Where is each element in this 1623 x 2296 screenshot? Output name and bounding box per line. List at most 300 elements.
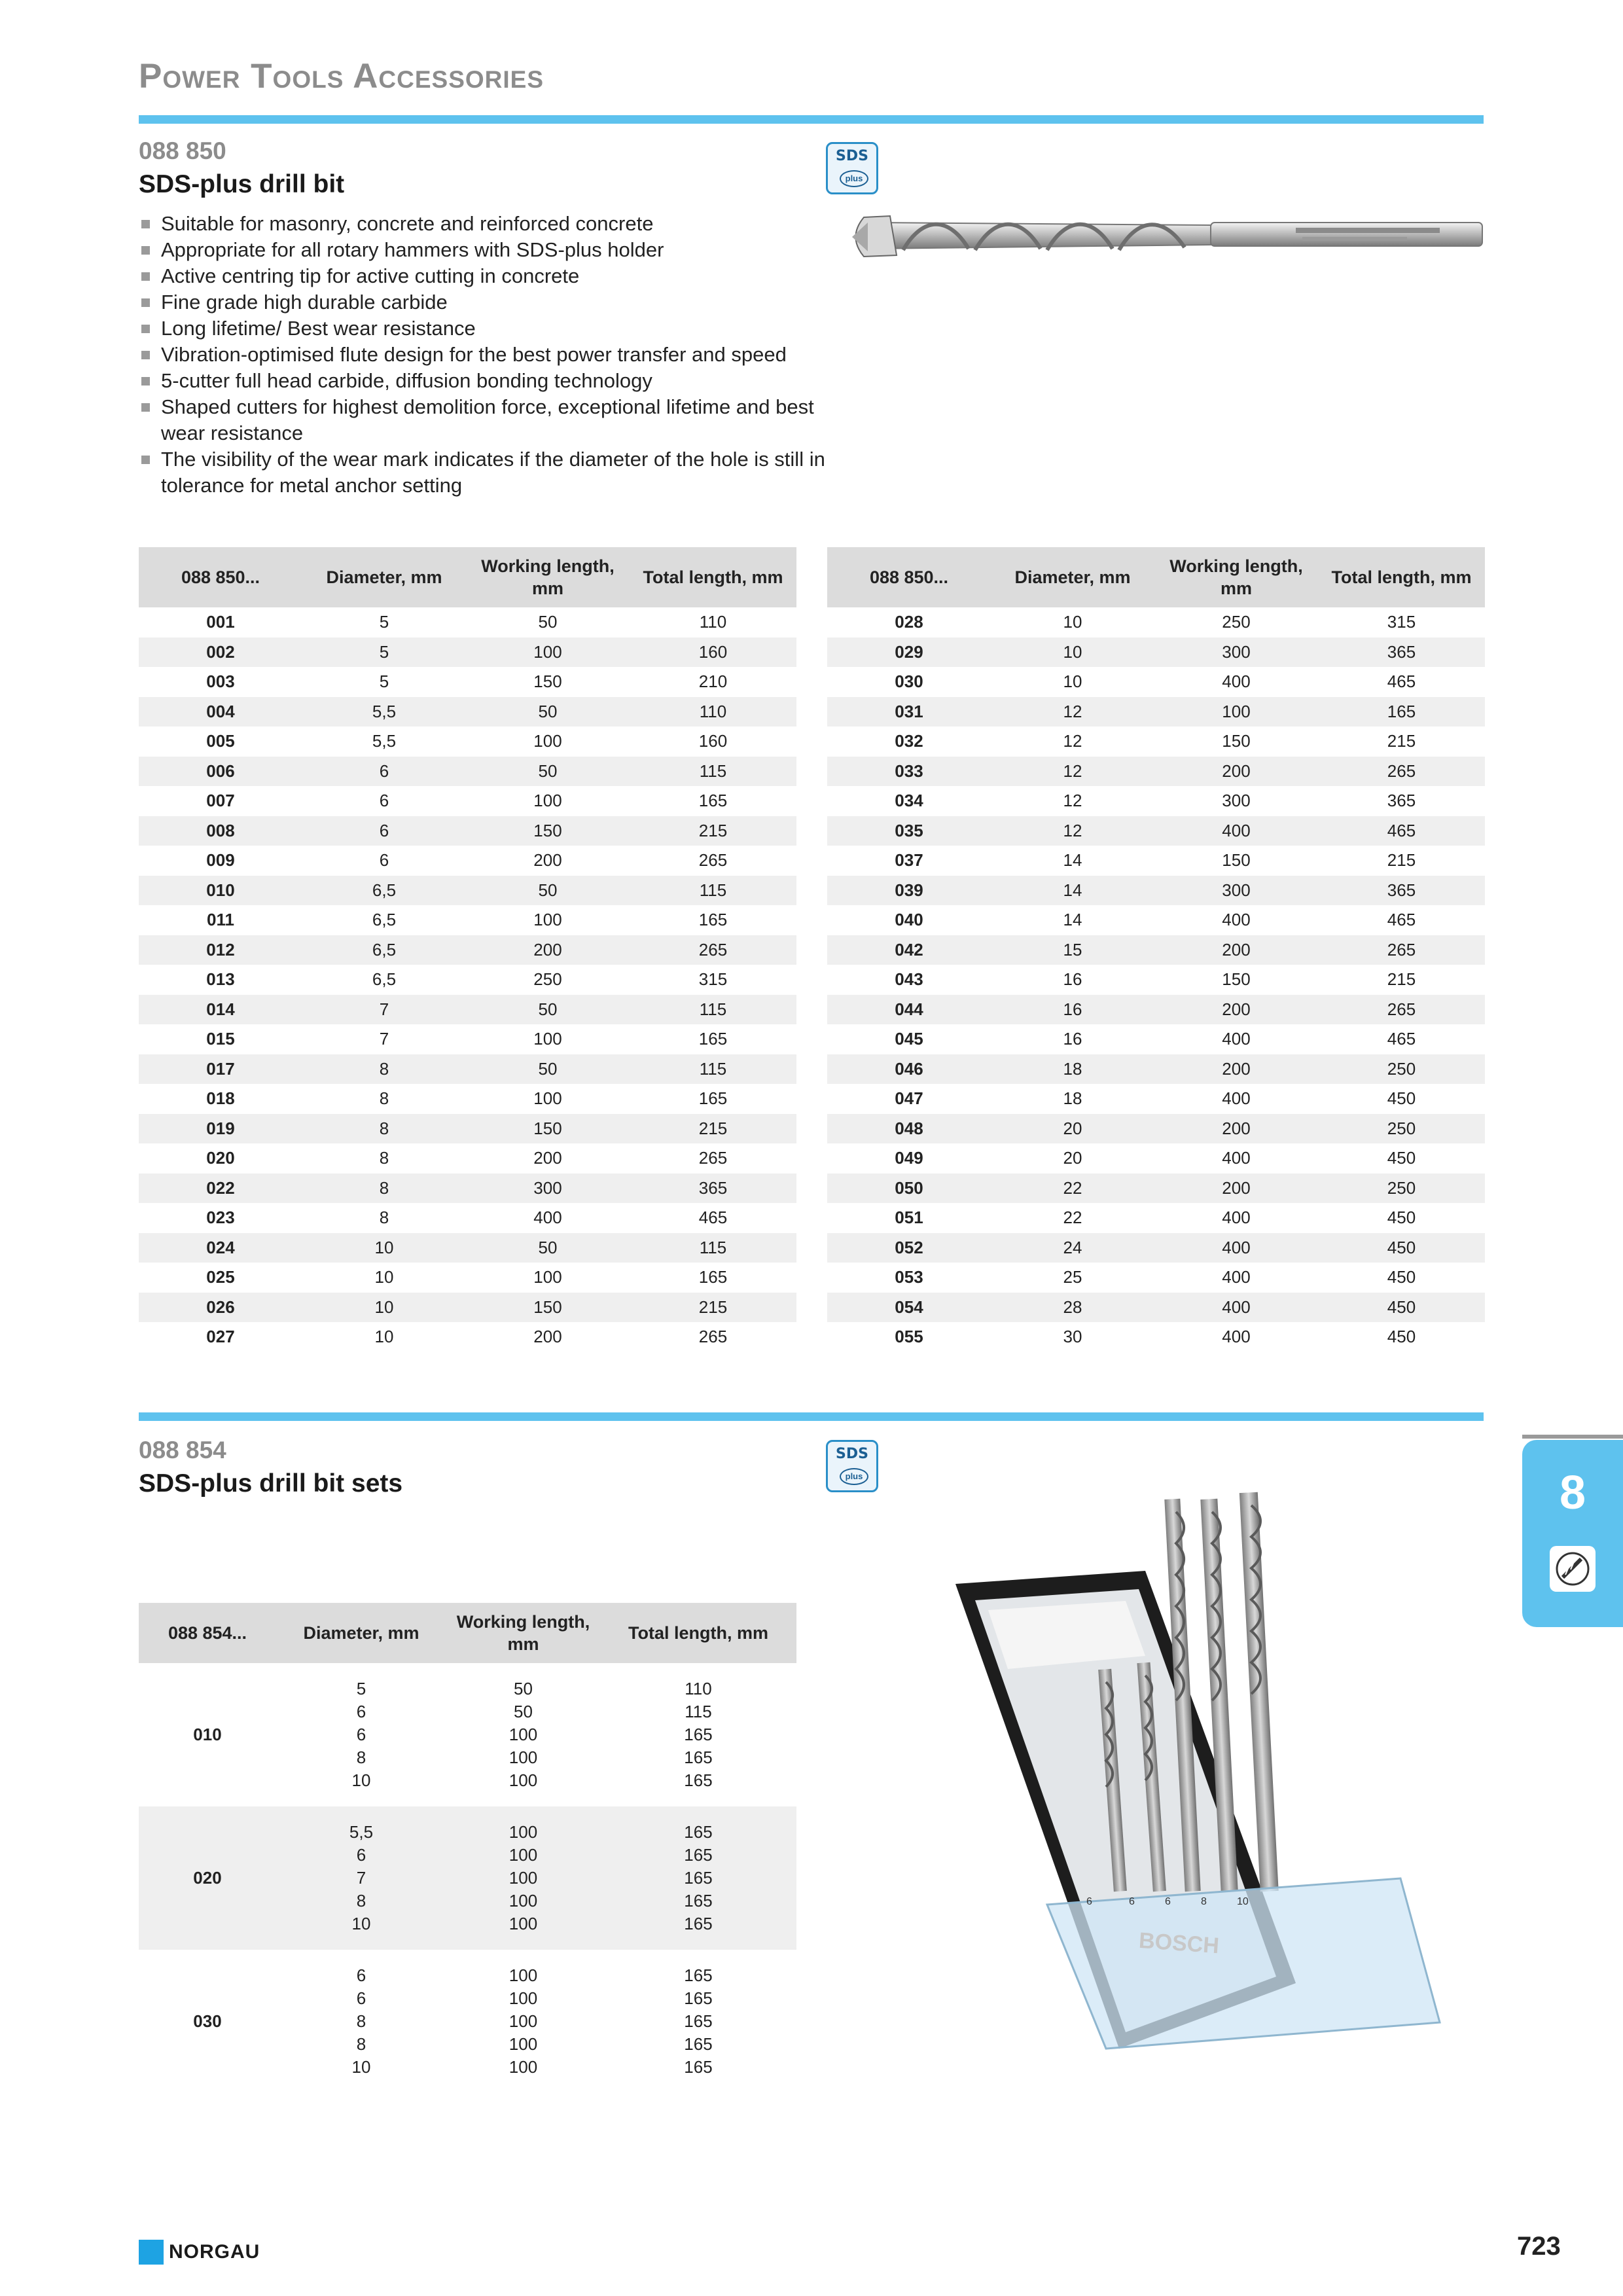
table-row bbox=[139, 1203, 796, 1233]
working-length-value: 400 bbox=[1222, 1208, 1251, 1228]
item-code: 039 bbox=[827, 876, 991, 906]
table-row bbox=[139, 1322, 796, 1352]
table-row bbox=[827, 697, 1485, 727]
section2-title: SDS-plus drill bit sets bbox=[139, 1469, 403, 1498]
item-code: 030 bbox=[895, 672, 923, 692]
table-row bbox=[139, 905, 796, 935]
diameter-value: 6,5 bbox=[302, 876, 466, 906]
table-row bbox=[827, 1114, 1485, 1144]
diameter-value: 22 bbox=[1063, 1208, 1082, 1228]
total-length-value: 215 bbox=[630, 1114, 796, 1144]
item-code: 029 bbox=[827, 637, 991, 668]
diameter-value: 10 bbox=[1063, 612, 1082, 632]
table-row bbox=[139, 786, 796, 816]
total-length-value: 165 bbox=[1318, 697, 1485, 727]
badge-subtext: plus bbox=[840, 1468, 868, 1485]
diameter-value: 10 bbox=[302, 1233, 466, 1263]
page-title: Power Tools Accessories bbox=[139, 57, 544, 96]
total-length-value: 265 bbox=[1318, 935, 1485, 965]
total-length-value: 250 bbox=[1318, 1174, 1485, 1204]
item-code: 020 bbox=[206, 1148, 235, 1168]
table-row bbox=[139, 1024, 796, 1054]
set-code: 030 bbox=[193, 2011, 222, 2031]
table-row bbox=[827, 846, 1485, 876]
table-row bbox=[139, 1950, 796, 2093]
set-working-lengths: 50 50 100 100 100 bbox=[508, 1679, 538, 1790]
working-length-value: 300 bbox=[466, 1174, 630, 1204]
chapter-tab-top-rule bbox=[1522, 1435, 1623, 1439]
diameter-value: 18 bbox=[991, 1054, 1154, 1085]
table-row bbox=[827, 816, 1485, 846]
table-row bbox=[827, 757, 1485, 787]
working-length-value: 100 bbox=[533, 910, 562, 930]
table-row bbox=[139, 637, 796, 668]
working-length-value: 400 bbox=[1154, 816, 1318, 846]
working-length-value: 100 bbox=[533, 1029, 562, 1049]
total-length-value: 160 bbox=[698, 731, 728, 751]
item-code: 009 bbox=[206, 850, 235, 870]
table-row bbox=[139, 816, 796, 846]
diameter-value: 10 bbox=[374, 1267, 394, 1287]
table-row bbox=[827, 1174, 1485, 1204]
case-size-label: 6 bbox=[1165, 1896, 1171, 1907]
total-length-value: 450 bbox=[1387, 1208, 1416, 1228]
total-length-value: 450 bbox=[1387, 1267, 1416, 1287]
total-length-value: 265 bbox=[698, 1148, 728, 1168]
case-size-label: 6 bbox=[1086, 1896, 1092, 1907]
total-length-value: 465 bbox=[1387, 672, 1416, 692]
item-code: 044 bbox=[827, 995, 991, 1025]
table-row bbox=[139, 876, 796, 906]
item-code: 046 bbox=[827, 1054, 991, 1085]
working-length-value: 400 bbox=[1222, 672, 1251, 692]
diameter-value: 6 bbox=[302, 816, 466, 846]
working-length-value: 50 bbox=[466, 1233, 630, 1263]
table-row bbox=[139, 935, 796, 965]
item-code: 024 bbox=[139, 1233, 302, 1263]
item-code: 055 bbox=[895, 1327, 923, 1347]
diameter-value: 16 bbox=[1063, 1029, 1082, 1049]
table-row bbox=[139, 1263, 796, 1293]
section-rule bbox=[139, 1412, 1484, 1421]
set-code: 010 bbox=[193, 1725, 222, 1744]
total-length-value: 215 bbox=[1387, 850, 1416, 870]
item-code: 042 bbox=[827, 935, 991, 965]
col-header-total-length: Total length, mm bbox=[630, 547, 796, 607]
working-length-value: 150 bbox=[1222, 969, 1251, 990]
diameter-value: 5 bbox=[302, 637, 466, 668]
diameter-value: 25 bbox=[1063, 1267, 1082, 1287]
case-size-label: 8 bbox=[1201, 1896, 1207, 1907]
working-length-value: 200 bbox=[1154, 935, 1318, 965]
diameter-value: 14 bbox=[1063, 910, 1082, 930]
item-code: 037 bbox=[895, 850, 923, 870]
working-length-value: 200 bbox=[1154, 1114, 1318, 1144]
diameter-value: 8 bbox=[379, 1148, 389, 1168]
table-row bbox=[827, 965, 1485, 995]
total-length-value: 160 bbox=[630, 637, 796, 668]
working-length-value: 200 bbox=[1154, 757, 1318, 787]
working-length-value: 150 bbox=[1222, 731, 1251, 751]
table-row bbox=[139, 1806, 796, 1950]
working-length-value: 150 bbox=[1222, 850, 1251, 870]
item-code: 047 bbox=[895, 1088, 923, 1109]
total-length-value: 315 bbox=[698, 969, 728, 990]
diameter-value: 6,5 bbox=[372, 969, 397, 990]
set-working-lengths: 100 100 100 100 100 bbox=[446, 1806, 600, 1950]
working-length-value: 50 bbox=[538, 612, 558, 632]
item-code: 034 bbox=[895, 791, 923, 811]
feature-item: Vibration-optimised flute design for the best power transfer and speed bbox=[139, 342, 832, 368]
working-length-value: 150 bbox=[466, 816, 630, 846]
table-row bbox=[139, 1143, 796, 1174]
item-code: 048 bbox=[827, 1114, 991, 1144]
case-size-label: 6 bbox=[1129, 1896, 1135, 1907]
working-length-value: 400 bbox=[1222, 1327, 1251, 1347]
diameter-value: 12 bbox=[991, 816, 1154, 846]
col-header-diameter: Diameter, mm bbox=[276, 1603, 446, 1663]
item-code: 004 bbox=[139, 697, 302, 727]
total-length-value: 115 bbox=[630, 876, 796, 906]
item-code: 015 bbox=[206, 1029, 235, 1049]
item-code: 050 bbox=[827, 1174, 991, 1204]
item-code: 053 bbox=[895, 1267, 923, 1287]
table-row bbox=[139, 1114, 796, 1144]
diameter-value: 20 bbox=[991, 1114, 1154, 1144]
diameter-value: 5 bbox=[379, 612, 389, 632]
working-length-value: 400 bbox=[1222, 1148, 1251, 1168]
total-length-value: 465 bbox=[698, 1208, 728, 1228]
working-length-value: 400 bbox=[1222, 1029, 1251, 1049]
case-brand-label: BOSCH bbox=[1137, 1928, 1221, 1959]
drill-bit-set-table bbox=[139, 1603, 796, 2093]
total-length-value: 115 bbox=[630, 1233, 796, 1263]
table-row bbox=[139, 1084, 796, 1114]
working-length-value: 300 bbox=[1222, 791, 1251, 811]
table-row bbox=[827, 935, 1485, 965]
table-row bbox=[139, 607, 796, 637]
diameter-value: 24 bbox=[991, 1233, 1154, 1263]
working-length-value: 400 bbox=[1222, 1088, 1251, 1109]
col-header-code: 088 850... bbox=[139, 547, 302, 607]
item-code: 054 bbox=[827, 1293, 991, 1323]
case-size-label: 10 bbox=[1237, 1896, 1249, 1907]
item-code: 032 bbox=[895, 731, 923, 751]
chapter-number: 8 bbox=[1559, 1467, 1586, 1519]
working-length-value: 50 bbox=[466, 876, 630, 906]
item-code: 040 bbox=[895, 910, 923, 930]
table-row bbox=[827, 1293, 1485, 1323]
diameter-value: 10 bbox=[374, 1327, 394, 1347]
item-code: 011 bbox=[207, 910, 234, 930]
feature-item: Fine grade high durable carbide bbox=[139, 289, 832, 315]
table-row bbox=[827, 1233, 1485, 1263]
table-row bbox=[827, 786, 1485, 816]
section1-title: SDS-plus drill bit bbox=[139, 170, 345, 198]
col-header-working-length: Working length, mm bbox=[1154, 547, 1318, 607]
item-code: 025 bbox=[206, 1267, 235, 1287]
working-length-value: 250 bbox=[1222, 612, 1251, 632]
working-length-value: 150 bbox=[533, 672, 562, 692]
total-length-value: 215 bbox=[1387, 969, 1416, 990]
item-code: 008 bbox=[139, 816, 302, 846]
set-total-lengths: 165 165 165 165 165 bbox=[684, 1965, 713, 2077]
total-length-value: 365 bbox=[1387, 791, 1416, 811]
col-header-diameter: Diameter, mm bbox=[991, 547, 1154, 607]
table-row bbox=[827, 1084, 1485, 1114]
total-length-value: 165 bbox=[698, 910, 728, 930]
feature-item: Suitable for masonry, concrete and reinforced concrete bbox=[139, 211, 832, 237]
item-code: 043 bbox=[895, 969, 923, 990]
total-length-value: 250 bbox=[1318, 1054, 1485, 1085]
section2-code: 088 854 bbox=[139, 1437, 226, 1463]
total-length-value: 215 bbox=[630, 1293, 796, 1323]
diameter-value: 15 bbox=[991, 935, 1154, 965]
diameter-value: 7 bbox=[302, 995, 466, 1025]
feature-item: Appropriate for all rotary hammers with SDS-plus holder bbox=[139, 237, 832, 263]
sds-plus-badge-icon bbox=[826, 142, 878, 194]
working-length-value: 50 bbox=[466, 1054, 630, 1085]
diameter-value: 8 bbox=[302, 1054, 466, 1085]
col-header-code: 088 850... bbox=[827, 547, 991, 607]
table-row bbox=[139, 965, 796, 995]
total-length-value: 265 bbox=[1318, 995, 1485, 1025]
set-diameters: 6 6 8 8 10 bbox=[351, 1965, 371, 2077]
total-length-value: 265 bbox=[698, 850, 728, 870]
total-length-value: 450 bbox=[1318, 1233, 1485, 1263]
set-working-lengths: 100 100 100 100 100 bbox=[508, 1965, 538, 2077]
total-length-value: 450 bbox=[1318, 1293, 1485, 1323]
total-length-value: 115 bbox=[630, 1054, 796, 1085]
set-total-lengths: 110 115 165 165 165 bbox=[684, 1679, 713, 1790]
diameter-value: 10 bbox=[991, 637, 1154, 668]
diameter-value: 5,5 bbox=[372, 731, 397, 751]
diameter-value: 8 bbox=[379, 1088, 389, 1109]
item-code: 018 bbox=[206, 1088, 235, 1109]
set-total-lengths: 165 165 165 165 165 bbox=[600, 1806, 796, 1950]
drill-bit-table-right bbox=[827, 547, 1485, 1352]
item-code: 014 bbox=[139, 995, 302, 1025]
diameter-value: 28 bbox=[991, 1293, 1154, 1323]
set-diameters: 5 6 6 8 10 bbox=[351, 1679, 371, 1790]
item-code: 001 bbox=[206, 612, 235, 632]
table-row bbox=[827, 905, 1485, 935]
item-code: 023 bbox=[206, 1208, 235, 1228]
total-length-value: 115 bbox=[630, 995, 796, 1025]
header-rule bbox=[139, 115, 1484, 124]
table-row bbox=[827, 667, 1485, 697]
total-length-value: 465 bbox=[1387, 1029, 1416, 1049]
table-row bbox=[827, 1054, 1485, 1085]
total-length-value: 115 bbox=[630, 757, 796, 787]
working-length-value: 400 bbox=[1222, 1267, 1251, 1287]
set-diameters: 5,5 6 7 8 10 bbox=[276, 1806, 446, 1950]
diameter-value: 14 bbox=[1063, 850, 1082, 870]
feature-item: Shaped cutters for highest demolition force, exceptional lifetime and best wear resistance bbox=[139, 394, 832, 446]
working-length-value: 300 bbox=[1154, 637, 1318, 668]
feature-item: Long lifetime/ Best wear resistance bbox=[139, 315, 832, 342]
diameter-value: 14 bbox=[991, 876, 1154, 906]
working-length-value: 200 bbox=[533, 1148, 562, 1168]
drill-bit-set-image bbox=[929, 1486, 1453, 2062]
total-length-value: 165 bbox=[698, 1088, 728, 1109]
working-length-value: 100 bbox=[533, 1267, 562, 1287]
table-row bbox=[139, 1293, 796, 1323]
working-length-value: 100 bbox=[533, 731, 562, 751]
total-length-value: 465 bbox=[1387, 910, 1416, 930]
working-length-value: 200 bbox=[466, 935, 630, 965]
total-length-value: 265 bbox=[698, 1327, 728, 1347]
table-row bbox=[827, 637, 1485, 668]
item-code: 045 bbox=[895, 1029, 923, 1049]
feature-list bbox=[139, 211, 832, 499]
item-code: 005 bbox=[206, 731, 235, 751]
chapter-tab[interactable] bbox=[1522, 1440, 1623, 1627]
total-length-value: 165 bbox=[698, 1029, 728, 1049]
col-header-code: 088 854... bbox=[139, 1603, 276, 1663]
diameter-value: 12 bbox=[991, 757, 1154, 787]
total-length-value: 215 bbox=[1387, 731, 1416, 751]
diameter-value: 18 bbox=[1063, 1088, 1082, 1109]
working-length-value: 400 bbox=[1154, 1233, 1318, 1263]
brand-name: NORGAU bbox=[169, 2241, 260, 2263]
table-row bbox=[139, 1233, 796, 1263]
section1-code: 088 850 bbox=[139, 137, 226, 164]
diameter-value: 10 bbox=[302, 1293, 466, 1323]
working-length-value: 50 bbox=[466, 757, 630, 787]
diameter-value: 8 bbox=[302, 1174, 466, 1204]
brand-logo-square-icon bbox=[139, 2240, 164, 2265]
diameter-value: 16 bbox=[991, 995, 1154, 1025]
total-length-value: 365 bbox=[1318, 876, 1485, 906]
badge-text: SDS bbox=[836, 148, 868, 164]
table-row bbox=[827, 1143, 1485, 1174]
table-row bbox=[139, 667, 796, 697]
working-length-value: 200 bbox=[533, 850, 562, 870]
working-length-value: 200 bbox=[1154, 1054, 1318, 1085]
table-row bbox=[139, 1663, 796, 1806]
table-row bbox=[827, 1322, 1485, 1352]
total-length-value: 110 bbox=[630, 697, 796, 727]
item-code: 017 bbox=[139, 1054, 302, 1085]
total-length-value: 365 bbox=[630, 1174, 796, 1204]
working-length-value: 150 bbox=[466, 1293, 630, 1323]
col-header-total-length: Total length, mm bbox=[600, 1603, 796, 1663]
diameter-value: 7 bbox=[379, 1029, 389, 1049]
table-row bbox=[827, 1024, 1485, 1054]
table-row bbox=[827, 1203, 1485, 1233]
feature-item: 5-cutter full head carbide, diffusion bonding technology bbox=[139, 368, 832, 394]
total-length-value: 450 bbox=[1387, 1327, 1416, 1347]
total-length-value: 465 bbox=[1318, 816, 1485, 846]
working-length-value: 200 bbox=[1154, 1174, 1318, 1204]
table-row bbox=[827, 876, 1485, 906]
working-length-value: 200 bbox=[1154, 995, 1318, 1025]
item-code: 006 bbox=[139, 757, 302, 787]
working-length-value: 400 bbox=[1154, 1293, 1318, 1323]
diameter-value: 8 bbox=[302, 1114, 466, 1144]
item-code: 033 bbox=[827, 757, 991, 787]
total-length-value: 165 bbox=[698, 1267, 728, 1287]
table-row bbox=[139, 757, 796, 787]
item-code: 007 bbox=[206, 791, 235, 811]
col-header-diameter: Diameter, mm bbox=[302, 547, 466, 607]
working-length-value: 150 bbox=[466, 1114, 630, 1144]
table-row bbox=[139, 1174, 796, 1204]
col-header-working-length: Working length, mm bbox=[466, 547, 630, 607]
diameter-value: 16 bbox=[1063, 969, 1082, 990]
col-header-working-length: Working length, mm bbox=[446, 1603, 600, 1663]
working-length-value: 400 bbox=[533, 1208, 562, 1228]
working-length-value: 100 bbox=[1154, 697, 1318, 727]
drill-bit-table-left bbox=[139, 547, 796, 1352]
item-code: 035 bbox=[827, 816, 991, 846]
table-row bbox=[827, 607, 1485, 637]
drill-bit-image bbox=[844, 203, 1486, 275]
total-length-value: 365 bbox=[1318, 637, 1485, 668]
feature-item: The visibility of the wear mark indicates if the diameter of the hole is still in tolerance for metal anchor setting bbox=[139, 446, 832, 499]
diameter-value: 30 bbox=[1063, 1327, 1082, 1347]
working-length-value: 100 bbox=[533, 1088, 562, 1109]
table-row bbox=[827, 1263, 1485, 1293]
total-length-value: 215 bbox=[630, 816, 796, 846]
diameter-value: 5,5 bbox=[302, 697, 466, 727]
diameter-value: 6,5 bbox=[302, 935, 466, 965]
item-code: 049 bbox=[895, 1148, 923, 1168]
table-row bbox=[139, 846, 796, 876]
table-row bbox=[139, 697, 796, 727]
table-row bbox=[827, 995, 1485, 1025]
diameter-value: 6 bbox=[302, 757, 466, 787]
diameter-value: 5 bbox=[379, 672, 389, 692]
diameter-value: 12 bbox=[1063, 791, 1082, 811]
item-code: 052 bbox=[827, 1233, 991, 1263]
working-length-value: 200 bbox=[533, 1327, 562, 1347]
diameter-value: 10 bbox=[1063, 672, 1082, 692]
diameter-value: 12 bbox=[991, 697, 1154, 727]
diameter-value: 6 bbox=[379, 791, 389, 811]
item-code: 026 bbox=[139, 1293, 302, 1323]
total-length-value: 450 bbox=[1387, 1088, 1416, 1109]
drill-bit-icon bbox=[1550, 1546, 1596, 1592]
item-code: 012 bbox=[139, 935, 302, 965]
set-code: 020 bbox=[139, 1806, 276, 1950]
item-code: 028 bbox=[895, 612, 923, 632]
item-code: 013 bbox=[206, 969, 235, 990]
item-code: 051 bbox=[895, 1208, 923, 1228]
total-length-value: 450 bbox=[1387, 1148, 1416, 1168]
table-row bbox=[139, 995, 796, 1025]
item-code: 019 bbox=[139, 1114, 302, 1144]
diameter-value: 6 bbox=[379, 850, 389, 870]
sds-plus-badge-icon bbox=[826, 1440, 878, 1492]
diameter-value: 6,5 bbox=[372, 910, 397, 930]
table-row bbox=[139, 1054, 796, 1085]
working-length-value: 100 bbox=[466, 637, 630, 668]
diameter-value: 12 bbox=[1063, 731, 1082, 751]
item-code: 003 bbox=[206, 672, 235, 692]
item-code: 002 bbox=[139, 637, 302, 668]
badge-text: SDS bbox=[836, 1446, 868, 1462]
working-length-value: 50 bbox=[466, 697, 630, 727]
item-code: 010 bbox=[139, 876, 302, 906]
table-row bbox=[139, 726, 796, 757]
item-code: 031 bbox=[827, 697, 991, 727]
feature-item: Active centring tip for active cutting in concrete bbox=[139, 263, 832, 289]
badge-subtext: plus bbox=[840, 170, 868, 187]
total-length-value: 210 bbox=[698, 672, 728, 692]
col-header-total-length: Total length, mm bbox=[1318, 547, 1485, 607]
